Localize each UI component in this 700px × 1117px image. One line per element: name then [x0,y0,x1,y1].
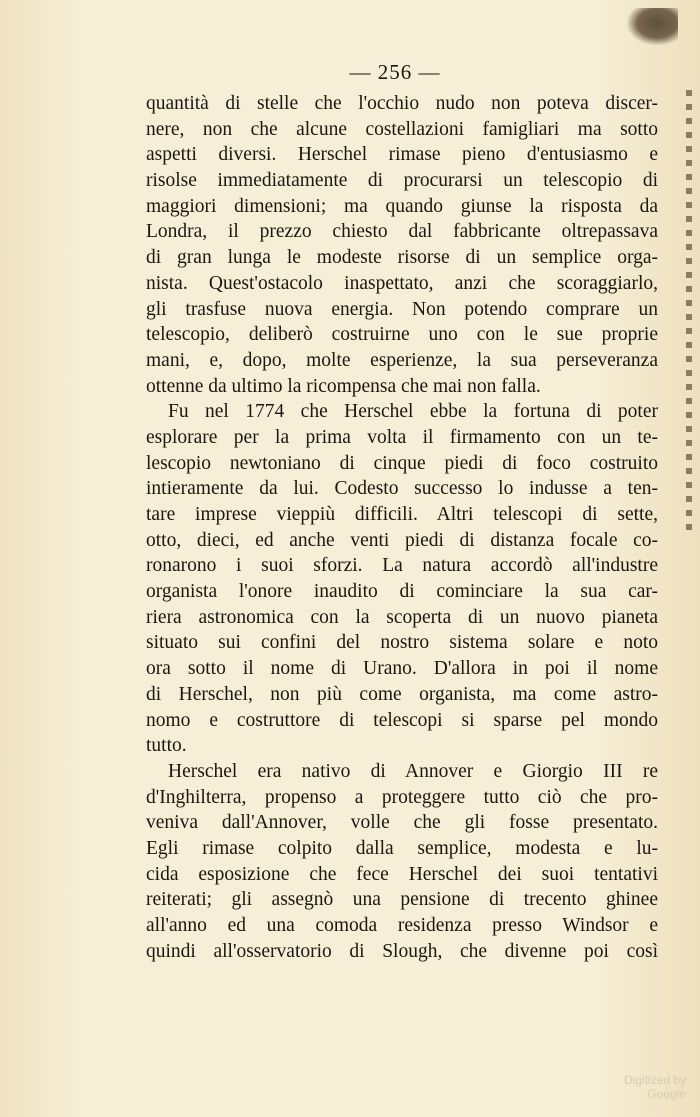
text-line: otto, dieci, ed anche venti piedi di distanza focale co- [146,529,658,551]
text-line: riera astronomica con la scoperta di un nuovo pianeta [146,606,658,628]
text-line: ronarono i suoi sforzi. La natura accordò all'industre [146,555,658,577]
page-edge-shadow [686,90,692,530]
text-line: maggiori dimensioni; ma quando giunse la risposta da [146,195,658,217]
text-line: ottenne da ultimo la ricompensa che mai non falla. [146,375,541,397]
paragraph-start-line: Herschel era nativo di Annover e Giorgio III re [168,760,658,782]
text-line: d'Inghilterra, propenso a proteggere tutto ciò che pro- [146,786,658,808]
text-line: nista. Quest'ostacolo inaspettato, anzi che scoraggiarlo, [146,272,658,294]
watermark: Digitized by Google [623,1073,686,1101]
text-line: quindi all'osservatorio di Slough, che divenne poi così [146,940,658,962]
text-line: di Herschel, non più come organista, ma come astro- [146,683,658,705]
page-stain [626,8,678,46]
text-line: tutto. [146,735,187,757]
text-line: intieramente da lui. Codesto successo lo indusse a ten- [146,478,658,500]
text-line: reiterati; gli assegnò una pensione di trecento ghinee [146,889,658,911]
text-line: Londra, il prezzo chiesto dal fabbricante oltrepassava [146,221,658,243]
text-line: mani, e, dopo, molte esperienze, la sua perseveranza [146,349,658,371]
text-line: veniva dall'Annover, volle che gli fosse presentato. [146,812,658,834]
text-line: situato sui confini del nostro sistema solare e noto [146,632,658,654]
text-line: nere, non che alcune costellazioni famigliari ma sotto [146,118,658,140]
text-line: risolse immediatamente di procurarsi un telescopio di [146,170,658,192]
text-line: gli trasfuse nuova energia. Non potendo comprare un [146,298,658,320]
text-line: ora sotto il nome di Urano. D'allora in poi il nome [146,658,658,680]
body-text [146,91,658,964]
text-line: organista l'onore inaudito di cominciare la sua car- [146,581,658,603]
text-line: quantità di stelle che l'occhio nudo non poteva discer- [146,93,658,114]
paragraph-start-line: Fu nel 1774 che Herschel ebbe la fortuna di poter [168,401,658,423]
text-line: Egli rimase colpito dalla semplice, modesta e lu- [146,837,658,859]
text-line: cida esposizione che fece Herschel dei suoi tentativi [146,863,658,885]
text-line: nomo e costruttore di telescopi si sparse pel mondo [146,709,658,731]
text-line: telescopio, deliberò costruirne uno con le sue proprie [146,324,658,346]
page-number: — 256 — [349,60,441,84]
text-line: esplorare per la prima volta il firmamento con un te- [146,426,658,448]
text-line: tare imprese vieppiù difficili. Altri telescopi di sette, [146,504,658,525]
text-line: di gran lunga le modeste risorse di un semplice orga- [146,247,658,269]
text-line: aspetti diversi. Herschel rimase pieno d'entusiasmo e [146,144,658,166]
text-line: lescopio newtoniano di cinque piedi di foco costruito [146,452,658,474]
text-line: all'anno ed una comoda residenza presso Windsor e [146,915,658,936]
